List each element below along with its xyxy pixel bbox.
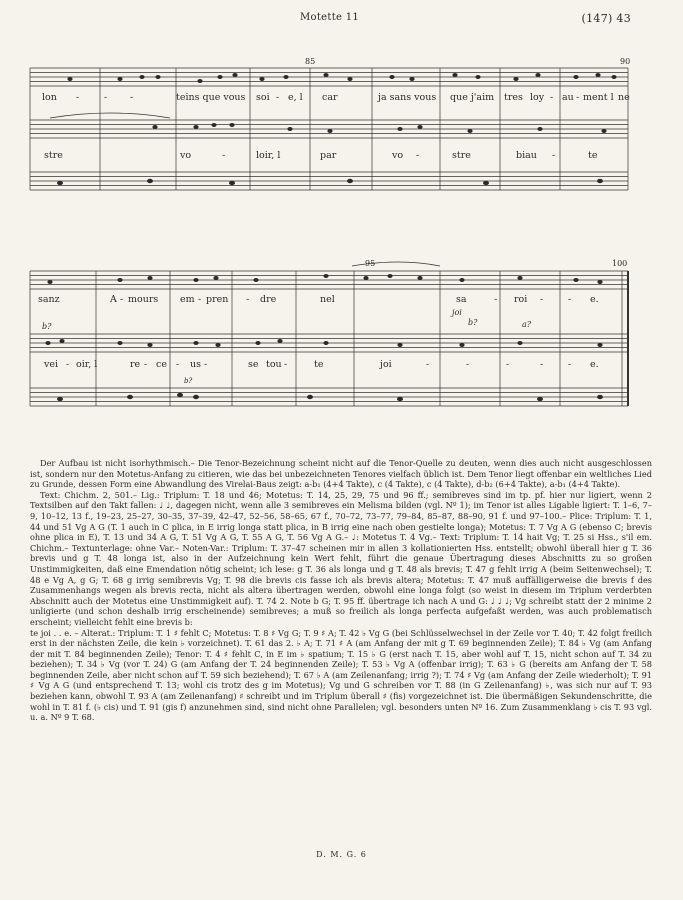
lyric: em	[180, 294, 195, 305]
lyric: te	[314, 359, 324, 370]
lyric: mours	[128, 294, 159, 305]
system-1-tenor-staff	[30, 172, 628, 190]
lyric: car	[322, 92, 338, 103]
lyric: -	[204, 359, 208, 370]
lyric: ment l	[583, 92, 614, 103]
lyric: oir, l	[76, 359, 98, 370]
lyric: A	[110, 294, 117, 305]
measure-number-90: 90	[620, 57, 631, 66]
lyric: au	[562, 92, 574, 103]
lyric: -	[416, 150, 420, 161]
lyric: -	[284, 359, 288, 370]
lyric: te	[588, 150, 598, 161]
system-1-triplum-staff	[30, 68, 628, 86]
measure-number-85: 85	[305, 57, 316, 66]
lyric: biau	[516, 150, 537, 161]
lyric: re	[130, 359, 141, 370]
critical-notes	[30, 458, 652, 723]
lyric: e.	[590, 359, 599, 370]
lyric: -	[568, 359, 572, 370]
lyric: -	[144, 359, 148, 370]
lyric: nel	[320, 294, 335, 305]
lyric: -	[466, 359, 470, 370]
lyric: joi	[380, 359, 392, 370]
lyric: que j'aim	[450, 92, 495, 103]
lyric: -	[130, 92, 134, 103]
lyric: -	[550, 92, 554, 103]
lyric: -	[552, 150, 556, 161]
lyric: -	[120, 294, 124, 305]
lyric: -	[66, 359, 70, 370]
lyric: vo	[392, 150, 404, 161]
lyric: stre	[44, 150, 63, 161]
lyric: -	[76, 92, 80, 103]
annotation: joi	[452, 308, 462, 317]
system-2-tenor-staff	[30, 388, 628, 406]
lyric: -	[104, 92, 108, 103]
measure-number-95: 95	[365, 259, 376, 268]
notes-paragraph-structure: Der Aufbau ist nicht isorhythmisch.– Die Tenor-Bezeichnung scheint nicht auf die Tenor-Quelle zu deuten, wenn dies auch nicht ausgeschlossen ist, sondern nur den Motetus-Anfang zu citieren, wie das bei unbezeichneten Tenores vielfach üblich ist. Dem Tenor liegt offenbar ein weltliches Lied zu Grunde, dessen Form eine Abwandlung des Virelai-Baus zeigt: a-b₁ (4+4 Takte), c (4 Takte), c (4 Takte), d-b₂ (6+4 Takte), a-b₁ (4+4 Takte).	[30, 458, 652, 490]
lyric: -	[222, 150, 226, 161]
lyric: -	[506, 359, 510, 370]
lyric: sa	[456, 294, 467, 305]
lyric: vo	[180, 150, 192, 161]
lyric: e.	[590, 294, 599, 305]
lyric: tres	[504, 92, 523, 103]
annotation: a?	[522, 320, 532, 329]
lyric: se	[248, 359, 259, 370]
lyric: -	[540, 294, 544, 305]
lyric: lon	[42, 92, 57, 103]
lyric: par	[320, 150, 337, 161]
lyric: soi	[256, 92, 270, 103]
lyric: pren	[206, 294, 229, 305]
lyric: -	[576, 92, 580, 103]
lyric: -	[568, 294, 572, 305]
lyric: dre	[260, 294, 277, 305]
lyric: -	[540, 359, 544, 370]
lyric: vei	[44, 359, 59, 370]
annotation: b?	[184, 377, 193, 385]
annotation: b?	[42, 322, 52, 331]
lyric: loy	[530, 92, 545, 103]
lyric: tou	[266, 359, 282, 370]
lyric: e, l	[288, 92, 303, 103]
notes-paragraph-alterations: te joi . . e. – Alterat.: Triplum: T. 1 ♯ fehlt C; Motetus: T. 8 ♯ Vg G; T. 9 ♯ A; T. 42 ♭ Vg G (bei Schlüsselwechsel in der Zeile vor T. 40; T. 42 folgt freilich erst in der nächsten Zeile, die kein ♭ vorzeichnet). T. 61 das 2. ♭ A; T. 71 ♯ A (am Anfang der mit g T. 69 beginnenden Zeile); T. 84 ♭ Vg (am Anfang der mit T. 84 beginnenden Zeile); Tenor: T. 4 ♯ fehlt C, in E im ♭ spatium; T. 15 ♭ G (erst nach T. 15, aber wohl auf T. 15, nicht schon auf T. 34 zu beziehen); T. 34 ♭ Vg (vor T. 24) G (am Anfang der T. 24 beginnenden Zeile); T. 53 ♭ Vg A (offenbar irrig); T. 63 ♭ G (bereits am Anfang der T. 58 beginnenden Zeile, aber nicht schon auf T. 59 sich beziehend); T. 67 ♭ A (am Zeilenanfang; irrig ?); T. 74 ♯ Vg (am Anfang der Zeile wiederholt); T. 91 ♯ Vg A G (und entsprechend T. 13; wohl cis trotz des g im Motetus); Vg und G schreiben vor T. 88 (in G Zeilenanfang) ♭, was sich nur auf T. 93 beziehen kann, obwohl T. 93 A (am Zeilenanfang) ♯ schreibt und im Triplum überall ♯ (fis) vorgezeichnet ist. Die übermäßigen Sekundenschritte, die wohl in T. 81 f. (♭ cis) und T. 91 (gis f) anzunehmen sind, sind nicht ohne Parallelen; vgl. besonders unten Nº 16. Zum Zusammenklang ♭ cis T. 93 vgl. u. a. Nº 9 T. 68.	[30, 627, 652, 723]
lyric: -	[198, 294, 202, 305]
system-1-tenor-notes	[57, 179, 603, 185]
lyric: -	[276, 92, 280, 103]
footer-signature: D. M. G. 6	[316, 850, 367, 859]
lyric: ja sans vous	[378, 92, 437, 103]
notes-paragraph-sources: Text: Chichm. 2, 501.– Lig.: Triplum: T. 18 und 46; Motetus: T. 14, 25, 29, 75 und 96 ff.; semibreves sind im tp. pf. hier nur ligiert, wenn 2 Textsilben auf den Takt fallen: ♩ ♩, dagegen nicht, wenn alle 3 semibreves ein Melisma bilden (vgl. Nº 1); im Tenor ist alles Ligable ligiert: T. 1–6, 7–9, 10–12, 13 f., 19–23, 25–27, 30–35, 37–39, 42–47, 52–56, 58–65, 67 f., 70–72, 73–77, 79–84, 85–87, 88–90, 91 f. und 97–100.– Plice: Triplum: T. 1, 44 und 51 Vg A G (T. 1 auch in C plica, in E irrig longa statt plica, in B irrig eine nach oben gestielte longa); Motetus: T. 7 Vg A G (ebenso C; brevis ohne plica in E), T. 13 und 34 A G, T. 51 Vg A G, T. 55 A G, T. 56 Vg A G.– ♩: Motetus T. 4 Vg.– Text: Triplum: T. 14 hait Vg; T. 25 si Hss., s'il em. Chichm.– Textunterlage: ohne Var.– Noten-Var.: Triplum: T. 37–47 scheinen mir in allen 3 kollationierten Hss. entstellt; obwohl überall hier g T. 36 brevis und g T. 48 longa ist, also in der Aufzeichnung kein Wert fehlt, führt die genaue Übertragung dieses Abschnitts zu so großen Unstimmigkeiten, daß eine Emendation nötig scheint; ich lese: g T. 36 als longa und g T. 48 als brevis; T. 47 g fehlt irrig A (beim Seitenwechsel); T. 48 e Vg A, g G; T. 68 g irrig semibrevis Vg; T. 98 die brevis cis fasse ich als brevis altera; Motetus: T. 47 muß auffälligerweise die brevis f des Zusammenhangs wegen als brevis recta, nicht als altera übertragen werden, obwohl eine longa folgt (so weist in diesem im Triplum verderbten Abschnitt auch der Motetus eine Unstimmigkeit auf). T. 74 2. Note b G; T. 95 ff. übertrage ich nach A und G: ♩ ♩ ♩; Vg schreibt statt der 2 minime 2 unligierte (und schon deshalb irrig erscheinende) semibreves; a muß so freilich als longa perfecta aufgefaßt werden, was auch problematisch erscheint; vielleicht fehlt eine brevis b:	[30, 489, 652, 627]
running-title: Motette 11	[300, 12, 360, 23]
lyric: -	[246, 294, 250, 305]
lyric: -	[426, 359, 430, 370]
lyric: roi	[514, 294, 528, 305]
page-number: (147) 43	[581, 12, 631, 25]
lyric: sanz	[38, 294, 60, 305]
measure-number-100: 100	[612, 259, 628, 268]
lyric: loir, l	[256, 150, 281, 161]
lyric: teins que vous	[176, 92, 246, 103]
lyric: ne	[618, 92, 630, 103]
lyric: -	[176, 359, 180, 370]
lyric: -	[494, 294, 498, 305]
lyric: us	[190, 359, 201, 370]
lyric: stre	[452, 150, 471, 161]
lyric: ce	[156, 359, 167, 370]
annotation: b?	[468, 318, 478, 327]
music-score	[0, 0, 683, 440]
